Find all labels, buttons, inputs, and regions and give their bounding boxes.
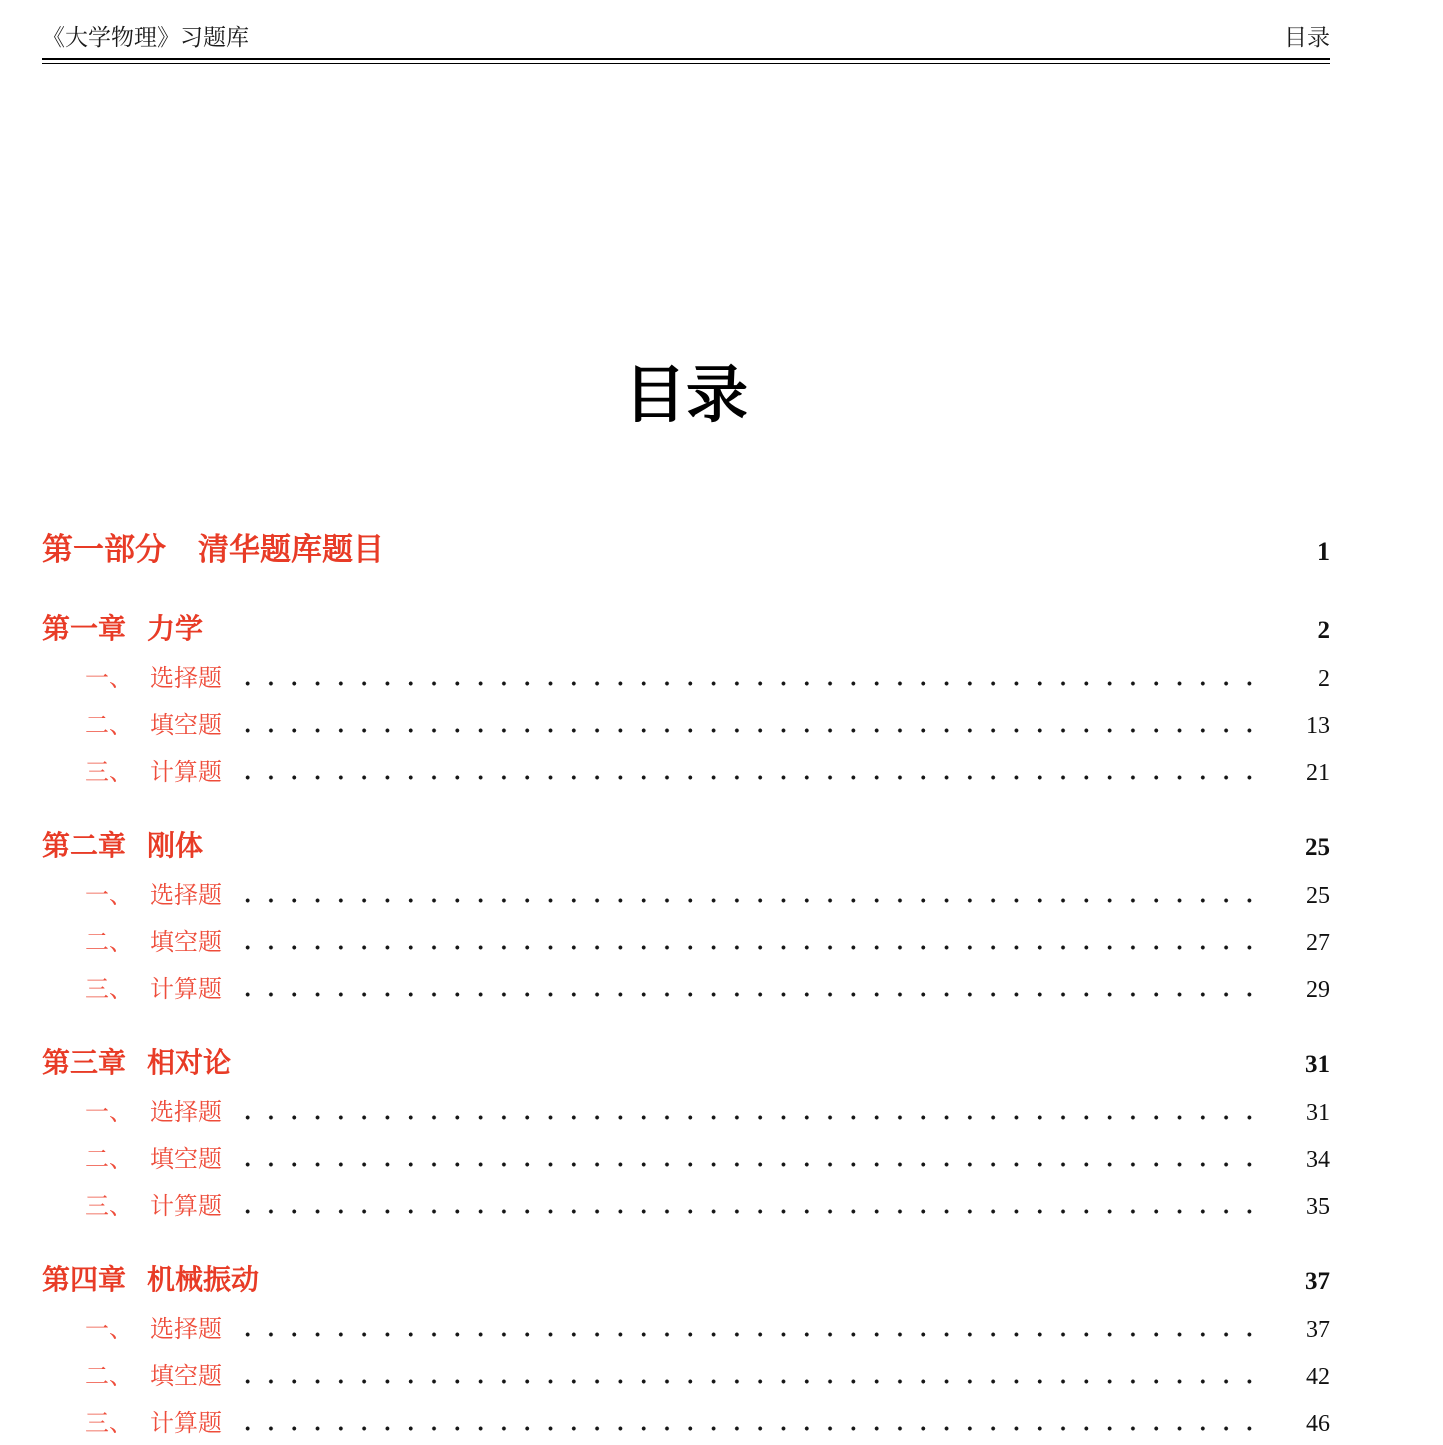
- leader-blank: [211, 849, 1254, 855]
- section-number: 二、: [85, 1146, 133, 1173]
- section-title: 选择题: [150, 882, 222, 909]
- section-page-number: 46: [1306, 1411, 1330, 1438]
- dot-leader: [230, 774, 1254, 780]
- section-title: 计算题: [150, 760, 222, 787]
- header-section-label: 目录: [1284, 25, 1330, 50]
- section-number: 一、: [85, 1316, 133, 1343]
- section-number: 三、: [85, 977, 133, 1004]
- section-title: 填空题: [150, 1146, 222, 1173]
- toc-chapter-group: [42, 1048, 1330, 1221]
- dot-leader: [230, 1161, 1254, 1167]
- section-page-number: 2: [1318, 665, 1330, 692]
- section-number: 一、: [85, 1099, 133, 1126]
- chapter-title: 刚体: [147, 829, 204, 861]
- dot-leader: [230, 1378, 1254, 1384]
- chapter-page-number: 31: [1305, 1050, 1330, 1078]
- toc-chapter-group: [42, 831, 1330, 1004]
- toc-chapter-group: [42, 614, 1330, 787]
- section-number: 一、: [85, 882, 133, 909]
- toc-entry-section[interactable]: [42, 760, 1330, 786]
- toc-entry-section[interactable]: [42, 1411, 1330, 1437]
- leader-blank: [392, 554, 1254, 560]
- chapter-title: 力学: [147, 612, 204, 644]
- chapter-title: 机械振动: [147, 1263, 260, 1295]
- toc-entry-section[interactable]: [42, 713, 1330, 739]
- chapter-title: 相对论: [147, 1046, 232, 1078]
- leader-blank: [239, 1066, 1254, 1072]
- leader-blank: [267, 1283, 1254, 1289]
- toc-entry-chapter[interactable]: [42, 1048, 1330, 1079]
- toc-entry-section[interactable]: [42, 1100, 1330, 1126]
- toc-entry-section[interactable]: [42, 930, 1330, 956]
- section-page-number: 42: [1306, 1363, 1330, 1390]
- toc-entry-chapter[interactable]: [42, 831, 1330, 862]
- toc-entry-section[interactable]: [42, 883, 1330, 909]
- toc-page-title: 目录: [623, 360, 748, 430]
- leader-blank: [211, 632, 1254, 638]
- section-title: 填空题: [150, 713, 222, 740]
- section-title: 计算题: [150, 1194, 222, 1221]
- dot-leader: [230, 1114, 1254, 1120]
- part-title: 清华题库题目: [198, 531, 384, 567]
- section-number: 二、: [85, 1363, 133, 1390]
- dot-leader: [230, 680, 1254, 686]
- section-number: 一、: [85, 665, 133, 692]
- header-doc-title: 《大学物理》习题库: [42, 25, 249, 50]
- chapter-page-number: 2: [1317, 616, 1330, 644]
- dot-leader: [230, 991, 1254, 997]
- toc-entry-section[interactable]: [42, 977, 1330, 1003]
- dot-leader: [230, 944, 1254, 950]
- table-of-contents: [42, 533, 1330, 1438]
- section-title: 选择题: [150, 1099, 222, 1126]
- section-page-number: 25: [1306, 882, 1330, 909]
- section-title: 填空题: [150, 1363, 222, 1390]
- toc-entry-section[interactable]: [42, 1364, 1330, 1390]
- chapter-label: 第四章: [42, 1263, 127, 1295]
- toc-entry-section[interactable]: [42, 1194, 1330, 1220]
- toc-entry-section[interactable]: [42, 1147, 1330, 1173]
- part-label: 第一部分: [42, 531, 166, 567]
- chapter-label: 第三章: [42, 1046, 127, 1078]
- section-number: 二、: [85, 713, 133, 740]
- toc-entry-part[interactable]: [42, 533, 1330, 567]
- section-page-number: 35: [1306, 1194, 1330, 1221]
- dot-leader: [230, 1331, 1254, 1337]
- header-double-rule: [42, 58, 1330, 64]
- chapter-label: 第一章: [42, 612, 127, 644]
- toc-entry-section[interactable]: [42, 1317, 1330, 1343]
- section-title: 计算题: [150, 1411, 222, 1438]
- section-number: 三、: [85, 1194, 133, 1221]
- section-number: 三、: [85, 760, 133, 787]
- section-page-number: 31: [1306, 1099, 1330, 1126]
- toc-entry-chapter[interactable]: [42, 1265, 1330, 1296]
- chapter-page-number: 37: [1305, 1267, 1330, 1295]
- section-page-number: 13: [1306, 713, 1330, 740]
- toc-entry-section[interactable]: [42, 666, 1330, 692]
- section-title: 计算题: [150, 977, 222, 1004]
- part-page-number: 1: [1317, 536, 1330, 566]
- section-number: 二、: [85, 930, 133, 956]
- running-header: [42, 24, 1330, 53]
- dot-leader: [230, 1425, 1254, 1431]
- chapter-label: 第二章: [42, 829, 127, 861]
- section-page-number: 37: [1306, 1316, 1330, 1343]
- rule-thin-line: [42, 63, 1330, 64]
- chapter-page-number: 25: [1305, 833, 1330, 861]
- section-title: 选择题: [150, 665, 222, 692]
- section-page-number: 27: [1306, 930, 1330, 956]
- section-page-number: 29: [1306, 977, 1330, 1004]
- dot-leader: [230, 897, 1254, 903]
- section-title: 填空题: [150, 930, 222, 956]
- section-title: 选择题: [150, 1316, 222, 1343]
- section-page-number: 21: [1306, 760, 1330, 787]
- toc-entry-chapter[interactable]: [42, 614, 1330, 645]
- toc-chapter-group: [42, 1265, 1330, 1438]
- dot-leader: [230, 1208, 1254, 1214]
- section-number: 三、: [85, 1411, 133, 1438]
- rule-thick-line: [42, 58, 1330, 61]
- section-page-number: 34: [1306, 1146, 1330, 1173]
- dot-leader: [230, 727, 1254, 733]
